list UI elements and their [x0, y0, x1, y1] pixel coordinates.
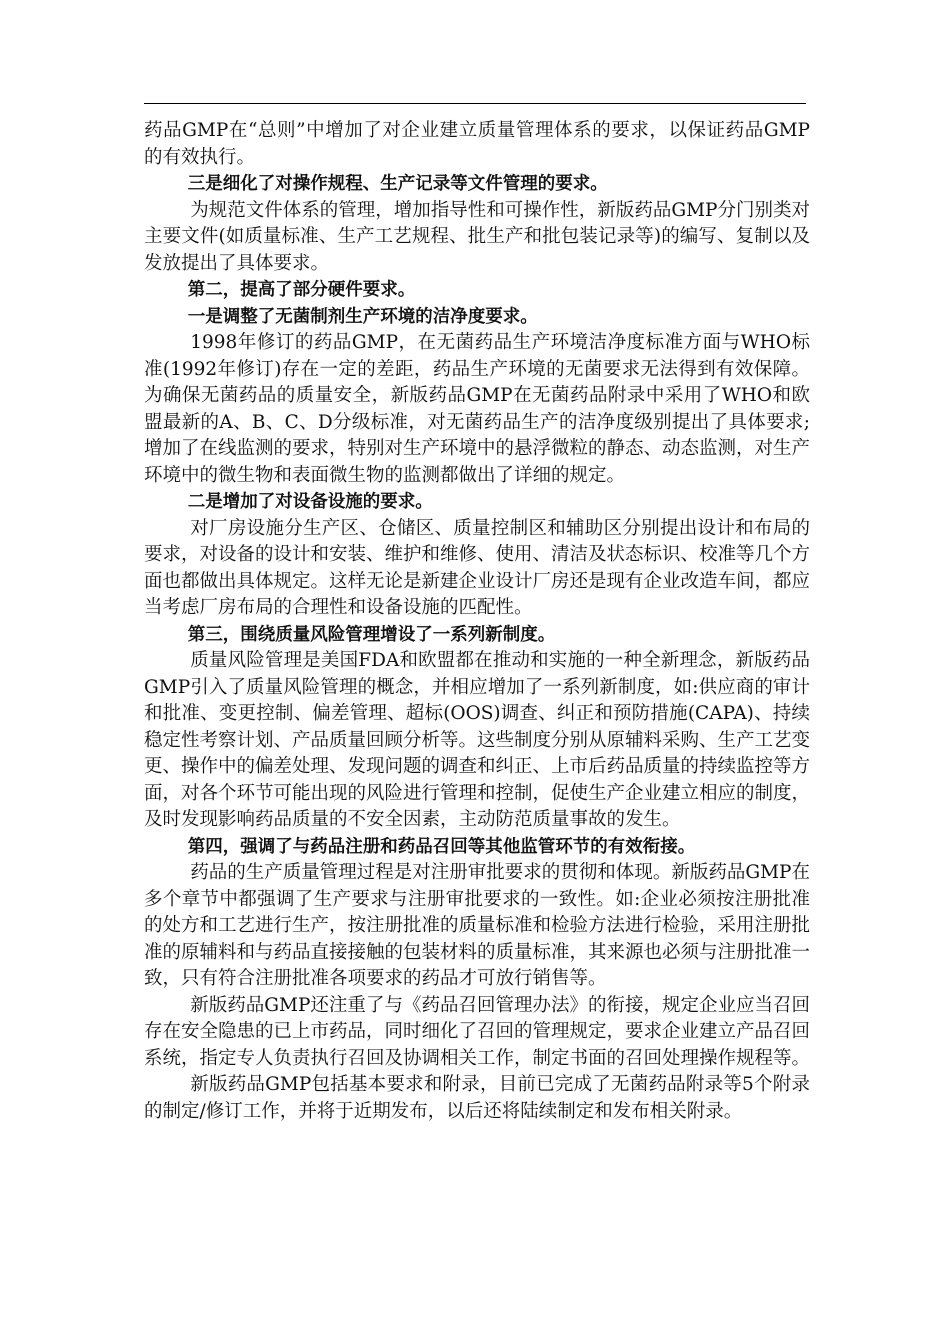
heading-document-management: 三是细化了对操作规程、生产记录等文件管理的要求。 [187, 174, 608, 194]
paragraph-equipment: 对厂房设施分生产区、仓储区、质量控制区和辅助区分别提出设计和布局的要求，对设备的设计和安装、维护和维修、使用、清洁及状态标识、校准等几个方面也都做出具体规定。这样无论是新建企业设计厂房还是现有企业改造车间，都应当考虑厂房布局的合理性和设备设施的匹配性。 [144, 517, 811, 618]
heading-hardware-requirements: 第二，提高了部分硬件要求。 [187, 280, 416, 300]
heading-equipment: 二是增加了对设备设施的要求。 [187, 492, 433, 512]
heading-risk-management: 第三，围绕质量风险管理增设了一系列新制度。 [187, 624, 556, 645]
paragraph-risk-management: 质量风险管理是美国FDA和欧盟都在推动和实施的一种全新理念，新版药品GMP引入了质量风险管理的概念，并相应增加了一系列新制度，如:供应商的审计和批准、变更控制、偏差管理、超标(OOS)调查、纠正和预防措施(CAPA)、持续稳定性考察计划、产品质量回顾分析等。这些制度分别从原辅料采购、生产工艺变更、操作中的偏差处理、发现问题的调查和纠正、上市后药品质量的持续监控等方面，对各个环节可能出现的风险进行管理和控制，促使生产企业建立相应的制度，及时发现影响药品质量的不安全因素，主动防范质量事故的发生。 [144, 650, 811, 830]
paragraph-intro: 药品GMP在“总则”中增加了对企业建立质量管理体系的要求，以保证药品GMP的有效执行。 [144, 120, 810, 168]
document-body [144, 118, 810, 1125]
heading-registration-recall: 第四，强调了与药品注册和药品召回等其他监管环节的有效衔接。 [187, 836, 696, 857]
paragraph-registration: 药品的生产质量管理过程是对注册审批要求的贯彻和体现。新版药品GMP在多个章节中都强调了生产要求与注册审批要求的一致性。如:企业必须按注册批准的处方和工艺进行生产，按注册批准的质量标准和检验方法进行检验，采用注册批准的原辅料和与药品直接接触的包装材料的质量标准，其来源也必须与注册批准一致，只有符合注册批准各项要求的药品才可放行销售等。 [144, 862, 811, 989]
heading-cleanliness: 一是调整了无菌制剂生产环境的洁净度要求。 [187, 306, 538, 327]
paragraph-recall: 新版药品GMP还注重了与《药品召回管理办法》的衔接，规定企业应当召回存在安全隐患的已上市药品，同时细化了召回的管理规定，要求企业建立产品召回系统，指定专人负责执行召回及协调相关工作，制定书面的召回处理操作规程等。 [144, 994, 811, 1069]
header-rule [144, 103, 806, 104]
paragraph-cleanliness: 1998年修订的药品GMP，在无菌药品生产环境洁净度标准方面与WHO标准(1992年修订)存在一定的差距，药品生产环境的无菌要求无法得到有效保障。为确保无菌药品的质量安全，新版药品GMP在无菌药品附录中采用了WHO和欧盟最新的A、B、C、D分级标准，对无菌药品生产的洁净度级别提出了具体要求;增加了在线监测的要求，特别对生产环境中的悬浮微粒的静态、动态监测，对生产环境中的微生物和表面微生物的监测都做出了详细的规定。 [144, 332, 811, 486]
paragraph-appendices: 新版药品GMP包括基本要求和附录，目前已完成了无菌药品附录等5个附录的制定/修订工作，并将于近期发布，以后还将陆续制定和发布相关附录。 [144, 1074, 810, 1122]
paragraph-document-management: 为规范文件体系的管理，增加指导性和可操作性，新版药品GMP分门别类对主要文件(如质量标准、生产工艺规程、批生产和批包装记录等)的编写、复制以及发放提出了具体要求。 [144, 199, 810, 274]
